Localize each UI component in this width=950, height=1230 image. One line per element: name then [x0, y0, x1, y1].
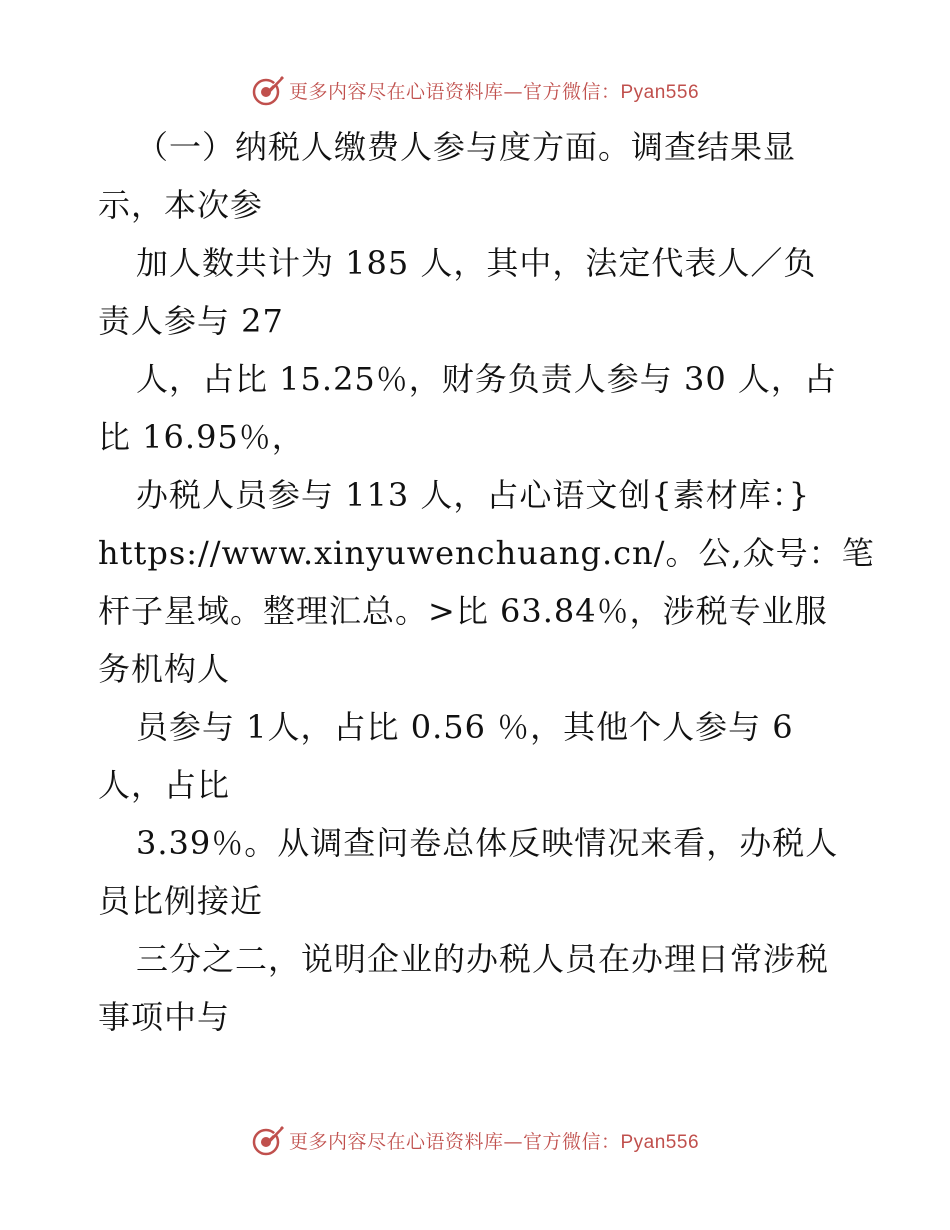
text-line: （一）纳税人缴费人参与度方面。调查结果显 — [136, 128, 797, 166]
banner-text: 更多内容尽在心语资料库—官方微信：Pyan556 — [288, 1130, 700, 1153]
document-body — [98, 118, 875, 1046]
text-line: https://www.xinyuwenchuang.cn/。公,众号：笔 — [98, 534, 875, 572]
footer-banner — [0, 1120, 950, 1160]
header-banner — [0, 70, 950, 110]
quill-logo-icon — [251, 73, 285, 107]
text-line: 加人数共计为 185 人，其中，法定代表人／负 — [136, 244, 817, 282]
text-line: 人，占比 15.25％，财务负责人参与 30 人，占 — [136, 360, 837, 398]
text-line: 比 16.95％， — [98, 418, 305, 456]
wechat-id: Pyan556 — [620, 1131, 700, 1153]
text-line: 杆子星域。整理汇总。>比 63.84％，涉税专业服 — [98, 592, 828, 630]
text-line: 示，本次参 — [98, 186, 264, 224]
banner-text: 更多内容尽在心语资料库—官方微信：Pyan556 — [288, 80, 700, 103]
text-line: 事项中与 — [98, 998, 231, 1036]
wechat-id: Pyan556 — [620, 81, 700, 103]
text-line: 责人参与 27 — [98, 302, 284, 340]
text-line: 三分之二，说明企业的办税人员在办理日常涉税 — [136, 940, 830, 978]
text-line: 务机构人 — [98, 650, 231, 688]
text-line: 3.39％。从调查问卷总体反映情况来看，办税人 — [136, 824, 839, 862]
text-line: 员比例接近 — [98, 882, 264, 920]
text-line: 员参与 1人，占比 0.56 ％，其他个人参与 6 — [136, 708, 794, 746]
quill-logo-icon — [251, 1123, 285, 1157]
text-line: 人，占比 — [98, 766, 231, 804]
text-line: 办税人员参与 113 人，占心语文创{素材库：} — [136, 476, 811, 514]
